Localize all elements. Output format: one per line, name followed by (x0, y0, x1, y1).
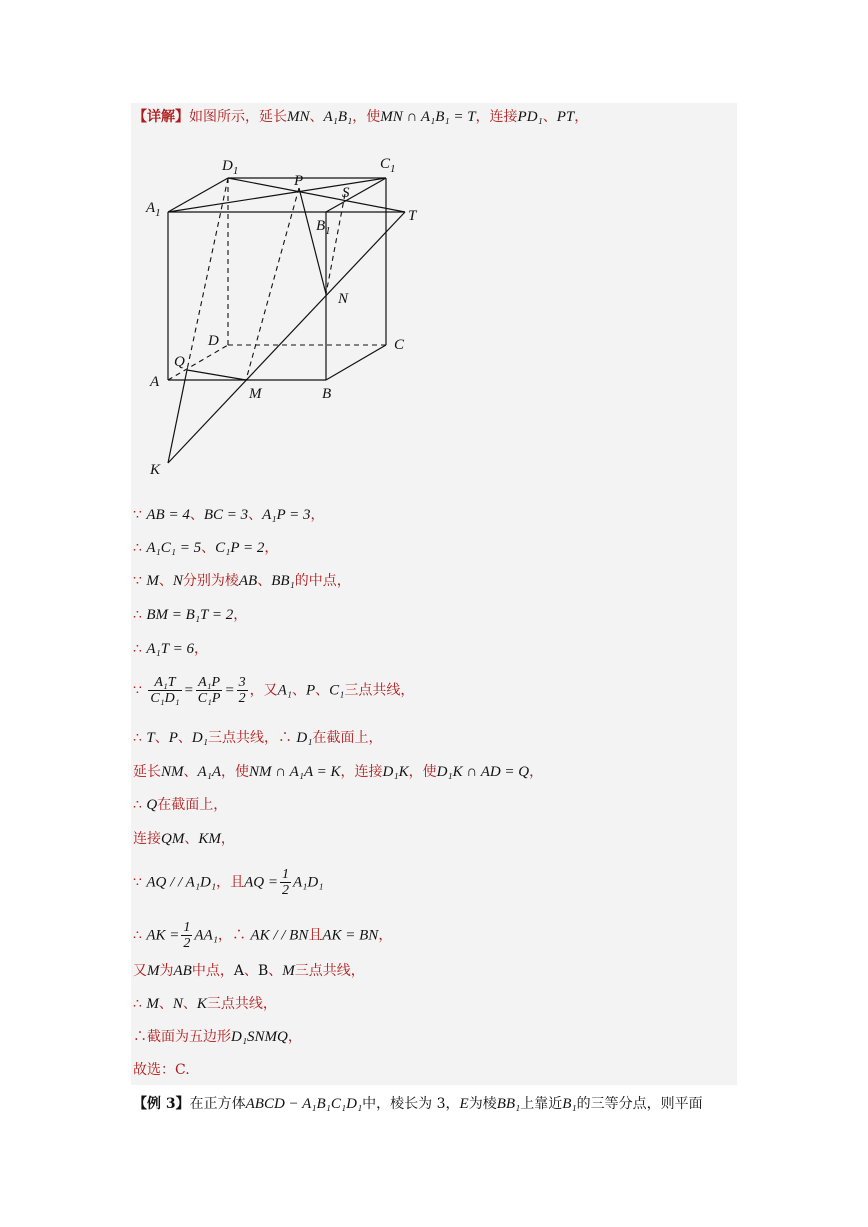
example-3-line: 【例 3】在正方体ABCD − A₁B₁C₁D₁中，棱长为 3，E为棱BB₁上靠近B₁的三等分点，则平面 (133, 1096, 703, 1112)
step-12: ∴ AK = $\frac{1}{2}$ AA₁，∴ AK / / BN且AK = BN， (133, 920, 393, 951)
step-1: ∵ AB = 4、BC = 3、A₁P = 3， (133, 507, 325, 523)
line-kq (168, 370, 187, 463)
step-9: ∴ Q在截面上， (133, 797, 228, 813)
svg-text:C1: $C_1$ (380, 156, 396, 175)
fraction-a1t-c1d1: $\frac{\text{A₁T}}{\text{C₁D₁}}$ (150, 675, 180, 706)
line-qm (187, 370, 246, 380)
svg-text:B: B (322, 386, 332, 402)
fraction-3-2: $\frac{3}{2}$ (238, 675, 246, 706)
svg-text:C: C (394, 337, 405, 353)
detail-tag: 【详解】 (133, 109, 189, 125)
svg-text:S: S (342, 185, 350, 201)
step-7: ∴ T、P、D₁三点共线，∴ D₁在截面上， (133, 730, 383, 746)
svg-text:T: T (408, 208, 417, 224)
fraction-one-half: $\frac{1}{2}$ (281, 867, 289, 898)
svg-text:D1: $D_1$ (222, 158, 239, 177)
step-14: ∴ M、N、K三点共线， (133, 996, 277, 1012)
svg-text:A: A (150, 374, 160, 390)
detail-line: 【详解】如图所示，延长MN、A₁B₁，使MN ∩ A₁B₁ = T，连接PD₁、PT， (133, 109, 589, 125)
cube-section-diagram (140, 148, 430, 483)
svg-text:A1: $A_1$ (146, 200, 161, 219)
fraction-a1p-c1p: $\frac{\text{A₁P}}{\text{C₁P}}$ (197, 675, 221, 706)
step-8: 延长NM、A₁A，使NM ∩ A₁A = K，连接D₁K，使D₁K ∩ AD = Q， (133, 764, 544, 780)
svg-text:K: K (150, 462, 161, 478)
svg-text:N: N (338, 291, 349, 307)
line-d1t (228, 178, 405, 212)
step-10: 连接QM、KM， (133, 831, 235, 847)
vertex-labels (145, 156, 418, 478)
step-5: ∴ A₁T = 6， (133, 641, 208, 657)
svg-text:Q: Q (174, 354, 185, 370)
diagonal-a1c1 (168, 178, 386, 212)
line-kt (168, 212, 405, 463)
svg-text:M: M (249, 386, 262, 402)
svg-text:B1: $B_1$ (316, 218, 331, 237)
step-2: ∴ A₁C₁ = 5、C₁P = 2， (133, 540, 279, 556)
step-16-answer: 故选：C. (133, 1062, 190, 1078)
edge-bc (326, 345, 386, 380)
step-6: ∵ $\frac{\text{A₁T}}{\text{C₁D₁}}$ = $\frac{\text{A₁P}}{\text{C₁P}}$ = $\frac{3}{2}$ ，又A₁、P、C₁三点共线， (133, 675, 415, 706)
svg-text:P: P (294, 173, 304, 189)
step-15: ∴截面为五边形D₁SNMQ， (133, 1029, 302, 1045)
hidden-line-pm (246, 188, 299, 380)
svg-text:D: D (208, 333, 219, 349)
fraction-one-half-2: $\frac{1}{2}$ (183, 920, 191, 951)
step-11: ∵ AQ / / A₁D₁，且AQ = $\frac{1}{2}$ A₁D₁ (133, 867, 324, 898)
step-13: 又M为AB中点，A、B、M三点共线， (133, 963, 365, 979)
example-3-tag: 【例 3】 (133, 1096, 190, 1112)
line-pn (299, 188, 326, 294)
step-3: ∵ M、N分别为棱AB、BB₁的中点， (133, 573, 351, 589)
step-4: ∴ BM = B₁T = 2， (133, 607, 248, 623)
